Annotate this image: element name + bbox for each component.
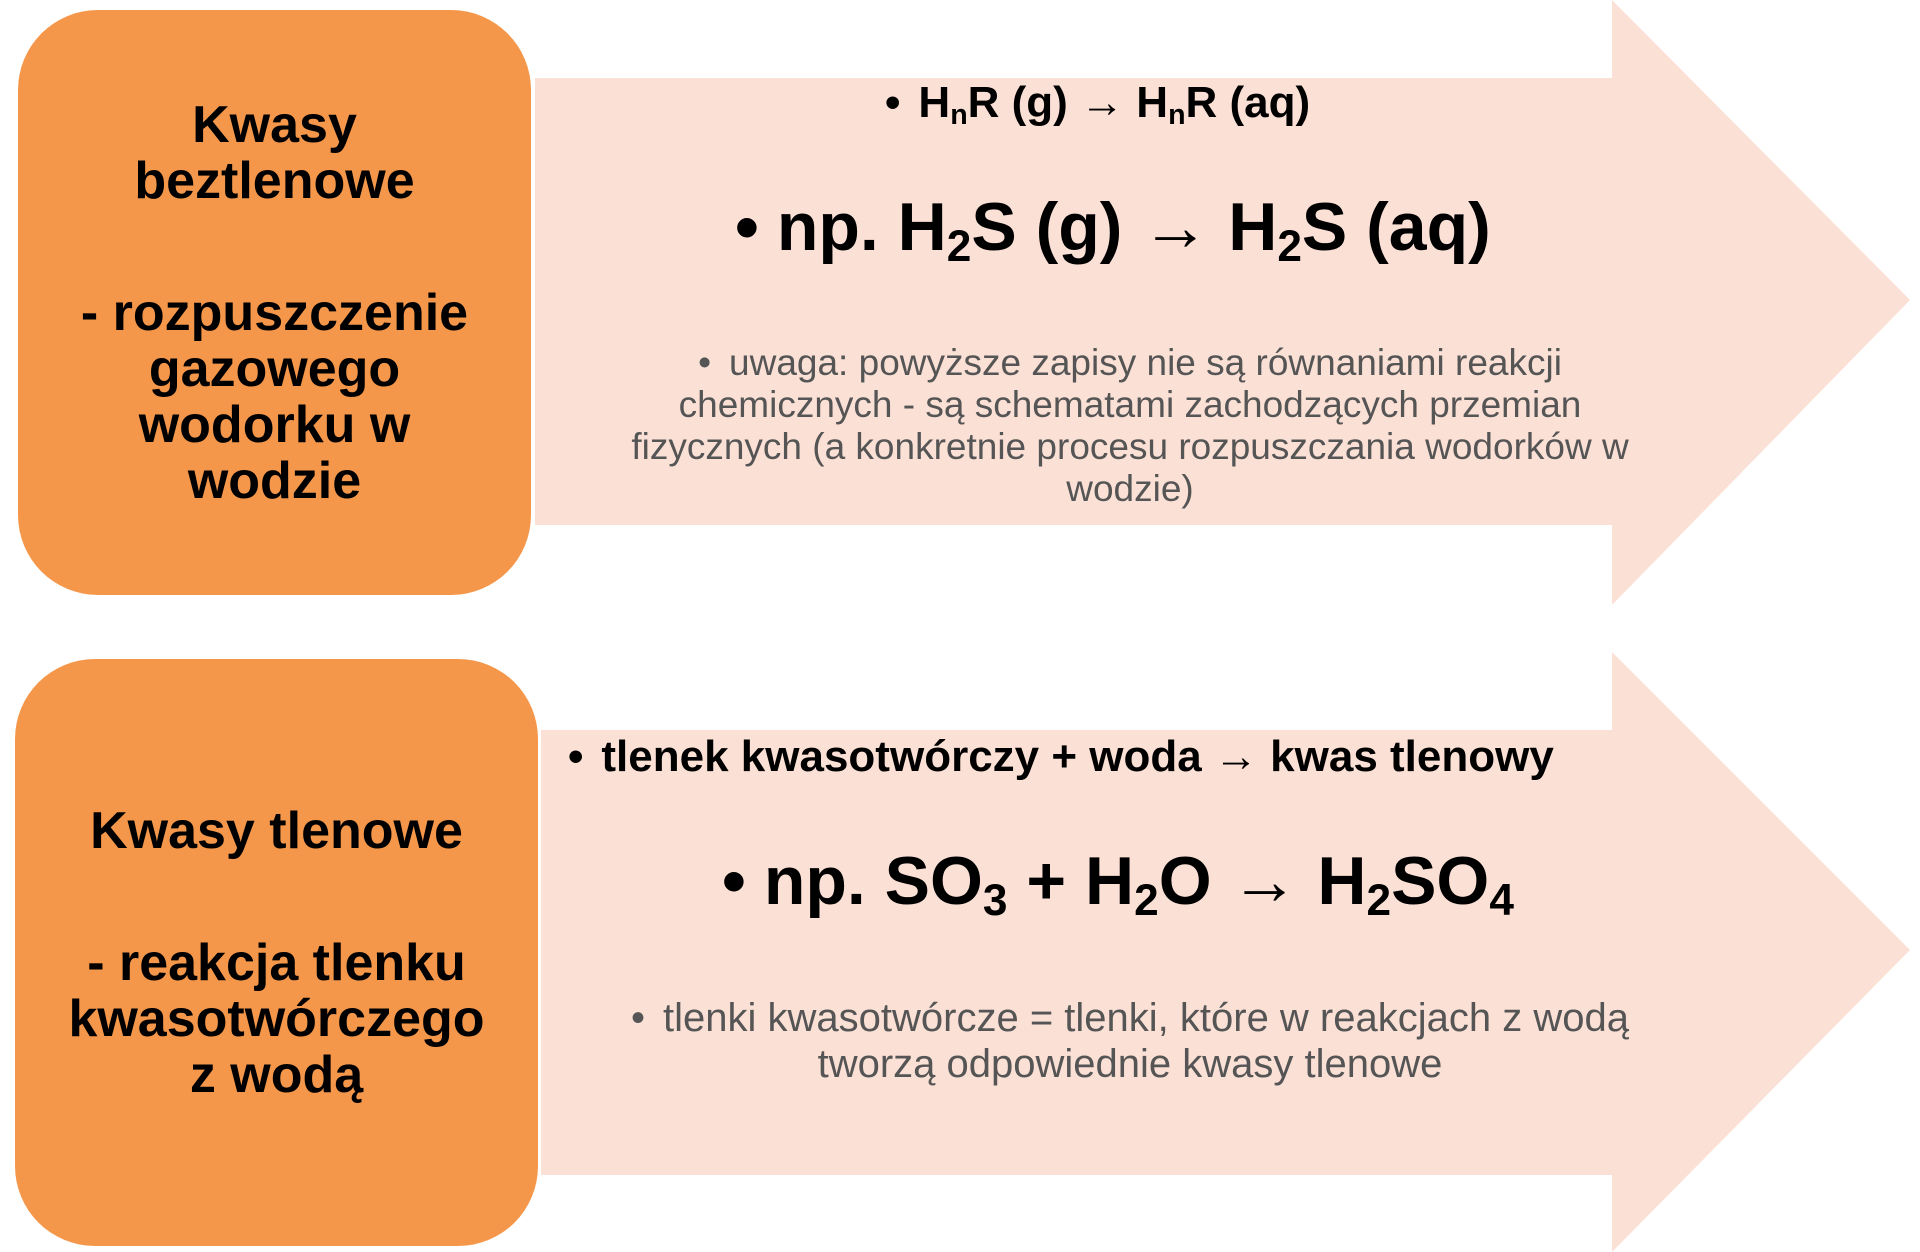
note xyxy=(590,342,1670,510)
box-title: Kwasy tlenowe xyxy=(90,801,463,860)
general-scheme-text: $H_nR$ $(g) \to H_nR$ (aq) xyxy=(918,78,1311,132)
bullet-icon: • xyxy=(568,732,584,781)
bullet-icon: • xyxy=(722,843,746,919)
note-text: uwaga: powyższe zapisy nie są równaniami reakcji chemicznych - są schematami zachodzących przemian fizycznych (a konkretnie procesu rozpuszczania wodorków w wodzie) xyxy=(631,342,1629,509)
bullet-icon: • xyxy=(698,342,712,383)
general-scheme-text: tlenek kwasotwórczy + woda → kwas tlenowy xyxy=(601,732,1554,781)
example-equation xyxy=(722,842,1514,926)
bullet-icon: • xyxy=(735,189,759,265)
bullet-icon: • xyxy=(631,996,646,1040)
box-description: - reakcja tlenku kwasotwórczego z wodą xyxy=(68,933,485,1104)
general-scheme xyxy=(885,78,1311,132)
example-equation-text: np. $SO_3 + H_2O \to H_2SO_4$ xyxy=(763,843,1514,926)
general-scheme xyxy=(568,732,1554,782)
example-equation-text: np. $H_2S$ $(g) \to H_2S$ (aq) xyxy=(776,189,1491,272)
box-kwasy-beztlenowe xyxy=(18,10,531,595)
box-title: Kwasy beztlenowe xyxy=(134,95,415,210)
box-kwasy-tlenowe xyxy=(15,659,538,1246)
bullet-icon: • xyxy=(885,78,901,127)
example-equation xyxy=(735,188,1491,272)
note xyxy=(610,995,1650,1087)
note-text: tlenki kwasotwórcze = tlenki, które w reakcjach z wodą tworzą odpowiednie kwasy tlenowe xyxy=(663,996,1629,1086)
box-description: - rozpuszczenie gazowego wodorku w wodzie xyxy=(80,283,469,510)
